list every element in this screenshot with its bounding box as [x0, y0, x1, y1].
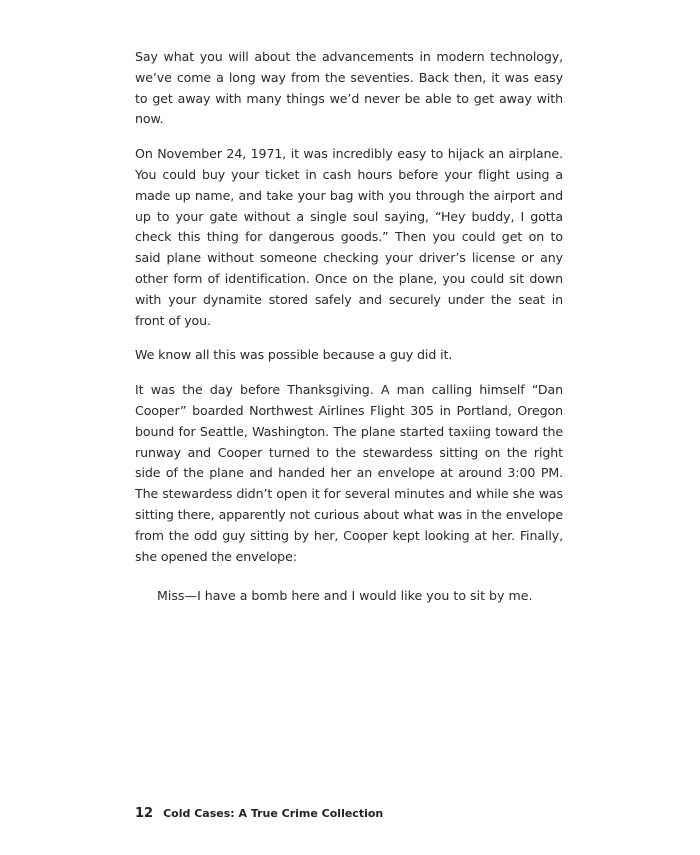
paragraph-hijack-ease: On November 24, 1971, it was incredibly easy to hijack an airplane. You could buy your ticket in cash hours before your flight using a made up name, and take your bag with you through the airport and up to your gate without a single soul saying, “Hey buddy, I gotta check this thing for dangerous goods.” Then you could get on to said plane without someone checking your driver’s license or any other form of identification. Once on the plane, you could sit down with your dynamite stored safely and securely under the seat in front of you.	[135, 146, 563, 328]
block-quote-note: Miss—I have a bomb here and I would like you to sit by me.	[157, 588, 533, 604]
page-number: 12	[135, 806, 154, 821]
body-text	[135, 47, 563, 606]
paragraph-thanksgiving: It was the day before Thanksgiving. A man calling himself “Dan Cooper” boarded Northwest Airlines Flight 305 in Portland, Oregon bound for Seattle, Washington. The plane started taxiing toward the runway and Cooper turned to the stewardess sitting on the right side of the plane and handed her an envelope at around 3:00 PM. The stewardess didn’t open it for several minutes and while she was sitting there, apparently not curious about what was in the envelope from the odd guy sitting by her, Cooper kept looking at her. Finally, she opened the envelope:	[135, 382, 563, 564]
book-title: Cold Cases: A True Crime Collection	[163, 807, 384, 820]
page-footer	[135, 806, 383, 821]
paragraph-intro: Say what you will about the advancements in modern technology, we’ve come a long way from the seventies. Back then, it was easy to get away with many things we’d never be able to get away with now.	[135, 49, 563, 127]
paragraph-guy-did-it: We know all this was possible because a guy did it.	[135, 347, 453, 363]
